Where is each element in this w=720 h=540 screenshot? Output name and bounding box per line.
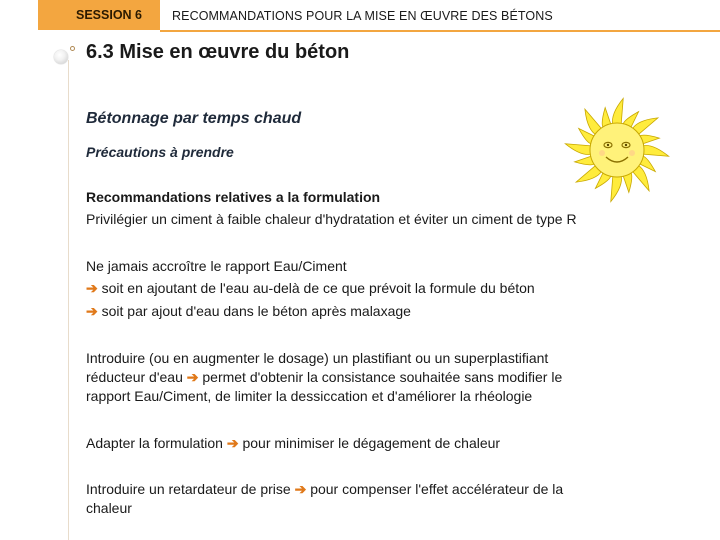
section-heading: Bétonnage par temps chaud — [86, 110, 302, 127]
retarder-line-2: chaleur — [86, 500, 132, 516]
section-subheading: Précautions à prendre — [86, 144, 234, 160]
ratio-item-2 — [86, 302, 656, 321]
formulation-text: Privilégier un ciment à faible chaleur d'hydratation et éviter un ciment de type R — [86, 211, 577, 227]
plasticizer-line-2-b: permet d'obtenir la consistance souhaitée sans modifier le — [202, 369, 563, 385]
arrow-icon: ➔ — [294, 481, 307, 497]
arrow-icon: ➔ — [186, 369, 199, 385]
header-bar — [0, 0, 720, 32]
plasticizer-line-2 — [86, 368, 656, 387]
page-title: 6.3 Mise en œuvre du béton — [86, 41, 350, 63]
sun-ray — [565, 144, 591, 155]
title-bullet-icon — [54, 50, 68, 64]
header-divider — [160, 30, 720, 32]
plasticizer-line-1: Introduire (ou en augmenter le dosage) un plastifiant ou un superplastifiant — [86, 350, 549, 366]
header-title: RECOMMANDATIONS POUR LA MISE EN ŒUVRE DES BÉTONS — [172, 9, 553, 23]
arrow-icon: ➔ — [226, 435, 239, 451]
ratio-item-1 — [86, 279, 656, 298]
arrow-icon: ➔ — [86, 303, 98, 319]
retarder-line-a: Introduire un retardateur de prise — [86, 481, 291, 497]
session-tab: SESSION 6 — [38, 0, 160, 30]
ratio-text: Ne jamais accroître le rapport Eau/Ciment — [86, 258, 347, 274]
left-divider — [68, 60, 69, 540]
sun-ray — [612, 98, 623, 124]
adapt-line-b: pour minimiser le dégagement de chaleur — [242, 435, 501, 451]
adapt-line-a: Adapter la formulation — [86, 435, 223, 451]
retarder-line-1 — [86, 480, 656, 499]
plasticizer-line-2-a: réducteur d'eau — [86, 369, 183, 385]
ratio-item-2-text: soit par ajout d'eau dans le béton après malaxage — [101, 303, 411, 319]
small-circle-icon — [70, 46, 75, 51]
arrow-icon: ➔ — [86, 280, 98, 296]
plasticizer-line-3: rapport Eau/Ciment, de limiter la dessiccation et d'améliorer la rhéologie — [86, 388, 533, 404]
sun-ray — [643, 145, 669, 156]
ratio-item-1-text: soit en ajoutant de l'eau au-delà de ce que prévoit la formule du béton — [101, 280, 535, 296]
formulation-title: Recommandations relatives a la formulation — [86, 189, 381, 205]
retarder-line-b: pour compenser l'effet accélérateur de la — [310, 481, 564, 497]
adapt-line — [86, 434, 656, 453]
